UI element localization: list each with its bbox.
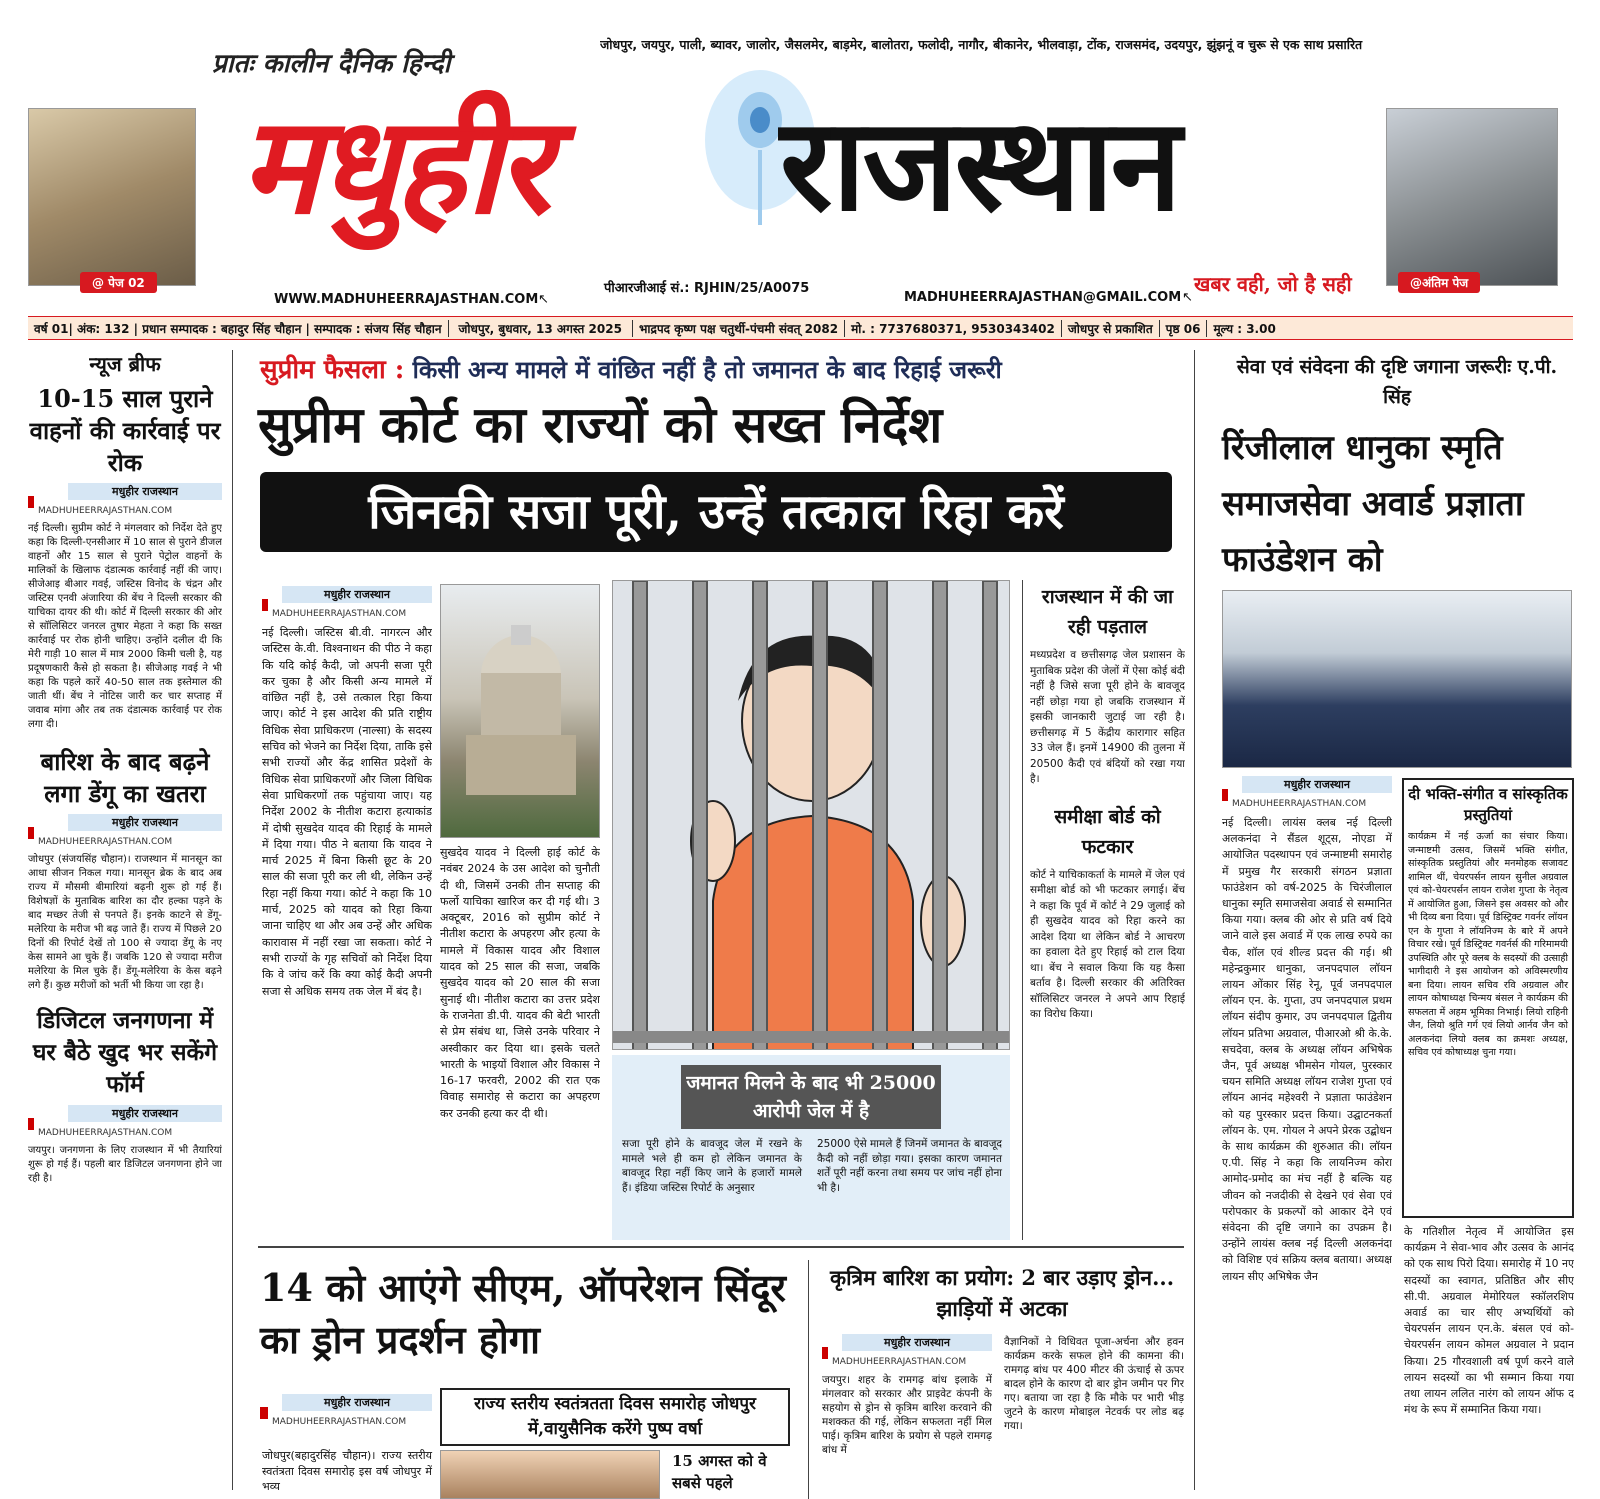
- byline-site: MADHUHEERRAJASTHAN.COM: [38, 837, 222, 847]
- masthead: [0, 0, 1600, 312]
- prisoner-illustration[interactable]: [612, 580, 1010, 1050]
- lead-kicker-red: सुप्रीम फैसला :: [260, 355, 405, 385]
- info-date: जोधपुर, बुधवार, 13 अगस्त 2025: [449, 320, 633, 337]
- byline-site: MADHUHEERRAJASTHAN.COM: [38, 1128, 222, 1138]
- lead-kicker-text: किसी अन्य मामले में वांछित नहीं है तो जमानत के बाद रिहाई जरूरी: [412, 355, 1002, 384]
- lead-col2: [440, 845, 600, 1245]
- right-thumb-photo[interactable]: [1386, 108, 1558, 286]
- byline-label: मधुहीर राजस्थान: [842, 1334, 992, 1351]
- supreme-court-photo[interactable]: [440, 584, 600, 838]
- column-divider: [1022, 580, 1023, 1240]
- info-published: जोधपुर से प्रकाशित: [1062, 320, 1160, 337]
- left-thumb-tag[interactable]: @ पेज 02: [80, 272, 157, 293]
- right-story-col1: [1222, 772, 1392, 1499]
- left-thumb-photo[interactable]: [28, 108, 196, 286]
- side-story-head1[interactable]: राजस्थान में की जा रही पड़ताल: [1041, 586, 1174, 638]
- lead-col1: [262, 582, 432, 1242]
- cursor-icon: ↖: [1182, 290, 1193, 305]
- byline-site: MADHUHEERRAJASTHAN.COM: [38, 506, 222, 516]
- bail-inset-box: [612, 1055, 1010, 1240]
- column-divider: [1194, 350, 1195, 1490]
- byline-label: मधुहीर राजस्थान: [68, 483, 222, 500]
- info-editors: वर्ष 01| अंक: 132 | प्रधान सम्पादक : बहादुर सिंह चौहान | सम्पादक : संजय सिंह चौहान: [28, 320, 449, 337]
- court-dome-icon: [441, 585, 599, 837]
- story-vehicles-headline[interactable]: 10-15 साल पुराने वाहनों की कार्रवाई पर रोक: [29, 384, 221, 477]
- title-black: राजस्थान: [780, 90, 1179, 240]
- byline-site: MADHUHEERRAJASTHAN.COM: [272, 1417, 432, 1427]
- bail-inset-col2: 25000 ऐसे मामले हैं जिनमें जमानत के बावजूद कैदी को नहीं छोड़ा गया। इसका कारण जमानत शर्तें पूरी नहीं करना तथा समय पर जांच नहीं होना भी है।: [817, 1138, 1002, 1194]
- cm-headline[interactable]: 14 को आएंगे सीएम, ऑपरेशन सिंदूर का ड्रोन प्रदर्शन होगा: [260, 1265, 786, 1362]
- cm-byline: [262, 1390, 432, 1433]
- tagline: प्रातः कालीन दैनिक हिन्दी: [212, 49, 451, 79]
- cultural-box: [1402, 778, 1574, 1218]
- lead-headline[interactable]: सुप्रीम कोर्ट का राज्यों को सख्त निर्देश: [258, 395, 943, 454]
- right-kicker: सेवा एवं संवेदना की दृष्टि जगाना जरूरीः ए.पी. सिंह: [1236, 356, 1558, 408]
- rain-headline[interactable]: कृत्रिम बारिश का प्रयोग: 2 बार उड़ाए ड्रोन... झाड़ियों में अटका: [829, 1265, 1175, 1321]
- cultural-box-head[interactable]: दी भक्ति-संगीत व सांस्कृतिक प्रस्तुतियां: [1408, 785, 1568, 824]
- rain-col1: [822, 1330, 992, 1499]
- side-story-text2: कोर्ट ने याचिकाकर्ता के मामले में जेल एवं समीक्षा बोर्ड को भी फटकार लगाई। बेंच ने कहा कि पूर्व में कोर्ट ने 29 जुलाई को ही सुखदेव यादव को रिहा करने का आदेश दिया था लेकिन बोर्ड ने आचरण का हवाला देते हुए रिहाई को टाल दिया था। बेंच ने सवाल किया कि यह कैसा बर्ताव है। दिल्ली सरकार की अतिरिक्त सॉलिसिटर जनरल ने अपने आप रिहाई का विरोध किया।: [1030, 868, 1185, 1020]
- section-news-brief: न्यूज ब्रीफ: [89, 352, 161, 376]
- column-divider: [232, 350, 233, 1490]
- cm-boxnote: 15 अगस्त को वे सबसे पहले: [672, 1452, 767, 1492]
- editions-line: जोधपुर, जयपुर, पाली, ब्यावर, जालोर, जैसलमेर, बाड़मेर, बालोतरा, फलोदी, नागौर, बीकानेर, भीलवाड़ा, टोंक, राजसमंद, उदयपुर, झुंझनूं व चुरू से एक साथ प्रसारित: [600, 37, 1363, 52]
- side-story-head2[interactable]: समीक्षा बोर्ड को फटकार: [1054, 805, 1161, 858]
- left-column: [28, 350, 222, 1499]
- cultural-box-text: कार्यक्रम में नई ऊर्जा का संचार किया। जन्माष्टमी उत्सव, जिसमें भक्ति संगीत, सांस्कृतिक प्रस्तुतियां और मनमोहक सजावट शामिल थीं, चेयरपर्सन लायन सुनील अग्रवाल एवं को-चेयरपर्सन लायन राजेश गुप्ता के नेतृत्व में आयोजित हुआ, जिसने इस अवसर को और भी दिव्य बना दिया। पूर्व डिस्ट्रिक्ट गवर्नर लॉयन एन के गुप्ता ने लॉयनिज्म के बारे में अपने विचार रखे। पूर्व डिस्ट्रिक्ट गवर्नर्स की गरिमामयी उपस्थिति और पूरे क्लब के सदस्यों की उत्साही भागीदारी ने इस आयोजन को अविस्मरणीय बना दिया। लायन सचिव रवि अग्रवाल और लायन कोषाध्यक्ष चिन्मय बंसल ने कार्यक्रम की सफलता में अहम भूमिका निभाई। लियो राहिनी जैन, लियो श्रुति गर्ग एवं लियो आर्नव जैन को अलकनंदा लियो क्लब का क्रमशः अध्यक्ष, सचिव एवं कोषाध्यक्ष चुना गया।: [1408, 831, 1568, 1058]
- info-phone: मो. : 7737680371, 9530343402: [845, 320, 1062, 337]
- registration-number: पीआरजीआई सं.: RJHIN/25/A0075: [604, 281, 810, 296]
- right-story-text2: के गतिशील नेतृत्व में आयोजित इस कार्यक्रम ने सेवा-भाव और उत्सव के आनंद को एक साथ पिरो दिया। समारोह में 10 नए सदस्यों का स्वागत, प्रतिष्ठित और सीए सी.पी. अग्रवाल मेमोरियल स्कॉलरशिप अवार्ड का चार सीए अभ्यर्थियों को चेयरपर्सन लायन एन.के. बंसल एवं को-चेयरपर्सन लायन कोमल अग्रवाल ने प्रदान किया। 25 गौरवशाली वर्ष पूर्ण करने वाले लायन सदस्यों का भी सम्मान किया गया तथा लायन ललित नारंग को लायन ऑफ द मंथ के रूप में सम्मानित किया गया।: [1404, 1225, 1574, 1417]
- story-census-text: जयपुर। जनगणना के लिए राजस्थान में भी तैयारियां शुरू हो गई हैं। पहली बार डिजिटल जनगणना होने जा रही है।: [28, 1145, 222, 1184]
- byline-label: मधुहीर राजस्थान: [282, 1394, 432, 1411]
- byline-site: MADHUHEERRAJASTHAN.COM: [272, 609, 432, 619]
- jail-illustration-icon: [613, 581, 1010, 1050]
- right-thumb-tag[interactable]: @अंतिम पेज: [1398, 272, 1480, 293]
- title-red: मधुहीर: [240, 86, 548, 244]
- section-rule: [258, 1246, 1184, 1248]
- right-story-text1: नई दिल्ली। लायंस क्लब नई दिल्ली अलकनंदा ने सैंडल शूट्स, नोएडा में आयोजित पदस्थापन एवं जन्माष्टमी समारोह में प्रमुख गैर सरकारी संगठन प्रज्ञाता फाउंडेशन को वर्ष-2025 के चिरंजीलाल धानुका स्मृति समाजसेवा अवार्ड से सम्मानित किया गया। क्लब की ओर से प्रति वर्ष दिये जाने वाले इस अवार्ड में एक लाख रुपये का चैक, शॉल एवं शील्ड प्रदत्त की गई। श्री महेन्द्रकुमार धानुका, जनपदपाल लॉयन लायन ओंकार सिंह रेनू, पूर्व जनपदपाल लॉयन एन. के. गुप्ता, उप जनपदपाल प्रथम लॉयन संदीप कुमार, उप जनपदपाल द्वितीय लॉयन प्रतिभा अग्रवाल, पीआरओ श्री के.के. सचदेवा, क्लब के अध्यक्ष लॉयन अभिषेक जैन, पूर्व अध्यक्ष भीमसेन गोयल, पुरस्कार चयन समिति अध्यक्ष लॉयन राजेश गुप्ता एवं लॉयन आनंद महेश्वरी ने प्रज्ञाता फाउंडेशन को यह पुरस्कार प्रदत्त किया। उद्घाटनकर्ता लॉयन के. एम. गोयल ने अपने प्रेरक उद्बोधन के साथ कार्यक्रम की शुरुआत की। लॉयन ए.पी. सिंह ने कहा कि लायनिज्म कोरा आमोद-प्रमोद का मंच नहीं है बल्कि यह जीवन को नजदीकी से देखने एवं सेवा एवं परोपकार के प्रकल्पों को आकार देने एवं संवेदना की दृष्टि जगाने का उपक्रम है। उन्होंने लायंस क्लब नई दिल्ली अलकनंदा को विशिष्ट एवं सक्रिय क्लब बताया। अध्यक्ष लायन सीए अभिषेक जैन: [1222, 816, 1392, 1283]
- motto: खबर वही, जो है सही: [1194, 272, 1352, 296]
- story-census-headline[interactable]: डिजिटल जनगणना में घर बैठे खुद भर सकेंगे फॉर्म: [32, 1007, 218, 1098]
- cm-text: जोधपुर(बहादुरसिंह चौहान)। राज्य स्तरीय स्वतंत्रता दिवस समारोह इस वर्ष जोधपुर में भव्य: [262, 1449, 432, 1493]
- cursor-icon: ↖: [538, 292, 549, 307]
- rain-col2-text: वैज्ञानिकों ने विधिवत पूजा-अर्चना और हवन कार्यक्रम करके सफल होने की कामना की। रामगढ़ बांध पर 400 मीटर की ऊंचाई से ऊपर बादल होने के कारण दो बार ड्रोन जमीन पर गिर गए। बताया जा रहा है कि मौके पर भारी भीड़ जुटने के कारण मोबाइल नेटवर्क पर लोड बढ़ गया।: [1004, 1336, 1184, 1432]
- byline-label: मधुहीर राजस्थान: [1242, 776, 1392, 793]
- story-dengue-headline[interactable]: बारिश के बाद बढ़ने लगा डेंगू का खतरा: [40, 747, 210, 808]
- website-link[interactable]: WWW.MADHUHEERRAJASTHAN.COM: [274, 292, 539, 307]
- story-vehicles-text: नई दिल्ली। सुप्रीम कोर्ट ने मंगलवार को निर्देश देते हुए कहा कि दिल्ली-एनसीआर में 10 साल से पुराने डीजल वाहनों और 15 साल से पुराने पेट्रोल वाहनों के मालिकों के खिलाफ दंडात्मक कार्रवाई नहीं की जाए। सीजेआइ बीआर गवई, जस्टिस विनोद के चंद्रन और जस्टिस एनवी अंजारिया की बेंच ने दिल्ली सरकार की याचिका दायर की थी। कोर्ट में दिल्ली सरकार की ओर से सॉलिसिटर जनरल तुषार मेहता ने कहा कि सख्त कार्रवाई पर रोक होनी चाहिए। उन्होंने दलील दी कि मेरी गाड़ी 10 साल में मात्र 2000 किमी चली है, यह प्रदूषणकारी कैसे हो सकता है। सीजेआइ गवई ने भी कहा कि पहले कारें 40-50 साल तक इस्तेमाल की जाती थीं। बेंच ने नोटिस जारी कर चार सप्ताह में जवाब मांगा और तब तक दंडात्मक कार्रवाई पर रोक लगा दी।: [28, 523, 222, 730]
- award-ceremony-photo[interactable]: [1222, 590, 1572, 768]
- byline-site: MADHUHEERRAJASTHAN.COM: [1232, 799, 1392, 809]
- cm-subheadline[interactable]: राज्य स्तरीय स्वतंत्रतता दिवस समारोह जोधपुर में,वायुसैनिक करेंगे पुष्प वर्षा: [440, 1388, 790, 1446]
- lead-kicker: [260, 350, 1180, 386]
- bail-inset-col1: सजा पूरी होने के बावजूद जेल में रखने के मामले भले ही कम हो लेकिन जमानत के बावजूद रिहा नहीं किए जाने के हजारों मामले हैं। इंडिया जस्टिस रिपोर्ट के अनुसार: [622, 1138, 802, 1194]
- info-price: मूल्य : 3.00: [1213, 321, 1276, 336]
- rain-col1-text: जयपुर। शहर के रामगढ़ बांध इलाके में मंगलवार को सरकार और प्राइवेट कंपनी के सहयोग से ड्रोन से कृत्रिम बारिश करवाने की मशक्कत की गई, लेकिन सफलता नहीं मिल पाई। कृत्रिम बारिश के प्रयोग से पहले रामगढ़ बांध में: [822, 1374, 992, 1456]
- byline-label: मधुहीर राजस्थान: [68, 814, 222, 831]
- right-headline[interactable]: रिंजीलाल धानुका स्मृति समाजसेवा अवार्ड प्रज्ञाता फाउंडेशन को: [1222, 428, 1524, 580]
- lead-col1-text: नई दिल्ली। जस्टिस बी.वी. नागरत्न और जस्टिस के.वी. विश्वनाथन की पीठ ने कहा कि यदि कोई कैदी, जो अपनी सजा पूरी कर चुका है और किसी अन्य मामले में वांछित नहीं है, उसे तत्काल रिहा किया जाए। कोर्ट ने इस आदेश की प्रति राष्ट्रीय विधिक सेवा प्राधिकरण (नाल्सा) के सदस्य सचिव को भेजने का निर्देश दिया, ताकि इसे सभी राज्यों और केंद्र शासित प्रदेशों के विधिक सेवा प्राधिकरणों और जिला विधिक सेवा प्राधिकरणों तक पहुंचाया जाए। यह निर्देश 2002 के नीतीश कटारा हत्याकांड में दोषी सुखदेव यादव की रिहाई के मामले में दिया गया। पीठ ने बताया कि यादव ने मार्च 2025 में बिना किसी छूट के 20 साल की सजा पूरी कर ली थी, लेकिन उन्हें रिहा नहीं किया गया। कोर्ट ने कहा कि 10 मार्च, 2025 को यादव को रिहा किया जाना चाहिए था और अब उन्हें और अधिक कारावास में नहीं रखा जा सकता। कोर्ट ने सभी राज्यों के गृह सचिवों को निर्देश दिया कि वे जांच करें कि क्या कोई कैदी अपनी सजा से अधिक समय तक जेल में बंद है।: [262, 626, 432, 998]
- cm-photo[interactable]: [440, 1450, 660, 1499]
- byline-site: MADHUHEERRAJASTHAN.COM: [832, 1357, 992, 1367]
- lead-banner[interactable]: जिनकी सजा पूरी, उन्हें तत्काल रिहा करें: [260, 472, 1172, 552]
- info-pages: पृष्ठ 06: [1160, 320, 1208, 337]
- byline-label: मधुहीर राजस्थान: [68, 1105, 222, 1122]
- lead-col2-text: सुखदेव यादव ने दिल्ली हाई कोर्ट के नवंबर 2024 के उस आदेश को चुनौती दी थी, जिसमें उनकी तीन सप्ताह की फर्लो याचिका खारिज कर दी गई थी। 3 अक्टूबर, 2016 को सुप्रीम कोर्ट ने नीतीश कटारा के अपहरण और हत्या के मामले में विकास यादव और विशाल यादव को 25 साल की सजा, जबकि सुखदेव यादव को 20 साल की सजा सुनाई थी। नीतीश कटारा का उत्तर प्रदेश के राजनेता डी.पी. यादव की बेटी भारती से प्रेम संबंध था, जिसे उनके परिवार ने अस्वीकार कर दिया था। इसके चलते भारती के भाइयों विशाल और विकास ने 16-17 फरवरी, 2002 की रात एक विवाह समारोह से कटारा का अपहरण कर उनकी हत्या कर दी थी।: [440, 846, 600, 1120]
- column-divider: [808, 1260, 809, 1499]
- story-dengue-text: जोधपुर (संजयसिंह चौहान)। राजस्थान में मानसून का आधा सीजन निकल गया। मानसून ब्रेक के बाद अब राज्य में मौसमी बीमारियां बढ़नी शुरू हो गई हैं। विशेषज्ञों के मुताबिक बारिश का दौर हल्का पड़ने के बाद मच्छर तेजी से पनपते हैं। इनके काटने से डेंगू-मलेरिया के मरीज भी बढ़ जाते हैं। राज्य में पिछले 20 दिनों की रिपोर्ट देखें तो 100 से ज्यादा डेंगू के नए केस सामने आ चुके हैं। जबकि 120 से ज्यादा मरीज मलेरिया के मिल चुके हैं। डेंगू-मलेरिया के केस बढ़ने लगे हैं। कुछ मरीजों को भर्ती भी किया जा रहा है।: [28, 854, 222, 991]
- info-samvat: भाद्रपद कृष्ण पक्ष चतुर्थी-पंचमी संवत् 2082: [633, 320, 845, 337]
- byline-label: मधुहीर राजस्थान: [282, 586, 432, 603]
- side-story: [1030, 582, 1185, 1242]
- email-link[interactable]: MADHUHEERRAJASTHAN@GMAIL.COM: [904, 290, 1182, 305]
- side-story-text1: मध्यप्रदेश व छत्तीसगढ़ जेल प्रशासन के मुताबिक प्रदेश की जेलों में ऐसा कोई बंदी नहीं है जिसे सजा पूरी होने के बावजूद नहीं छोड़ा गया हो जबकि राजस्थान में इसकी जानकारी जुटाई जा रही है। छत्तीसगढ़ में 5 केंद्रीय कारागार सहित 33 जेल हैं। इनमें 14900 की तुलना में 20500 कैदी एवं बंदियों को रखा गया है।: [1030, 649, 1185, 785]
- info-bar: [28, 316, 1573, 340]
- bail-inset-title[interactable]: जमानत मिलने के बाद भी 25000 आरोपी जेल में है: [681, 1065, 941, 1129]
